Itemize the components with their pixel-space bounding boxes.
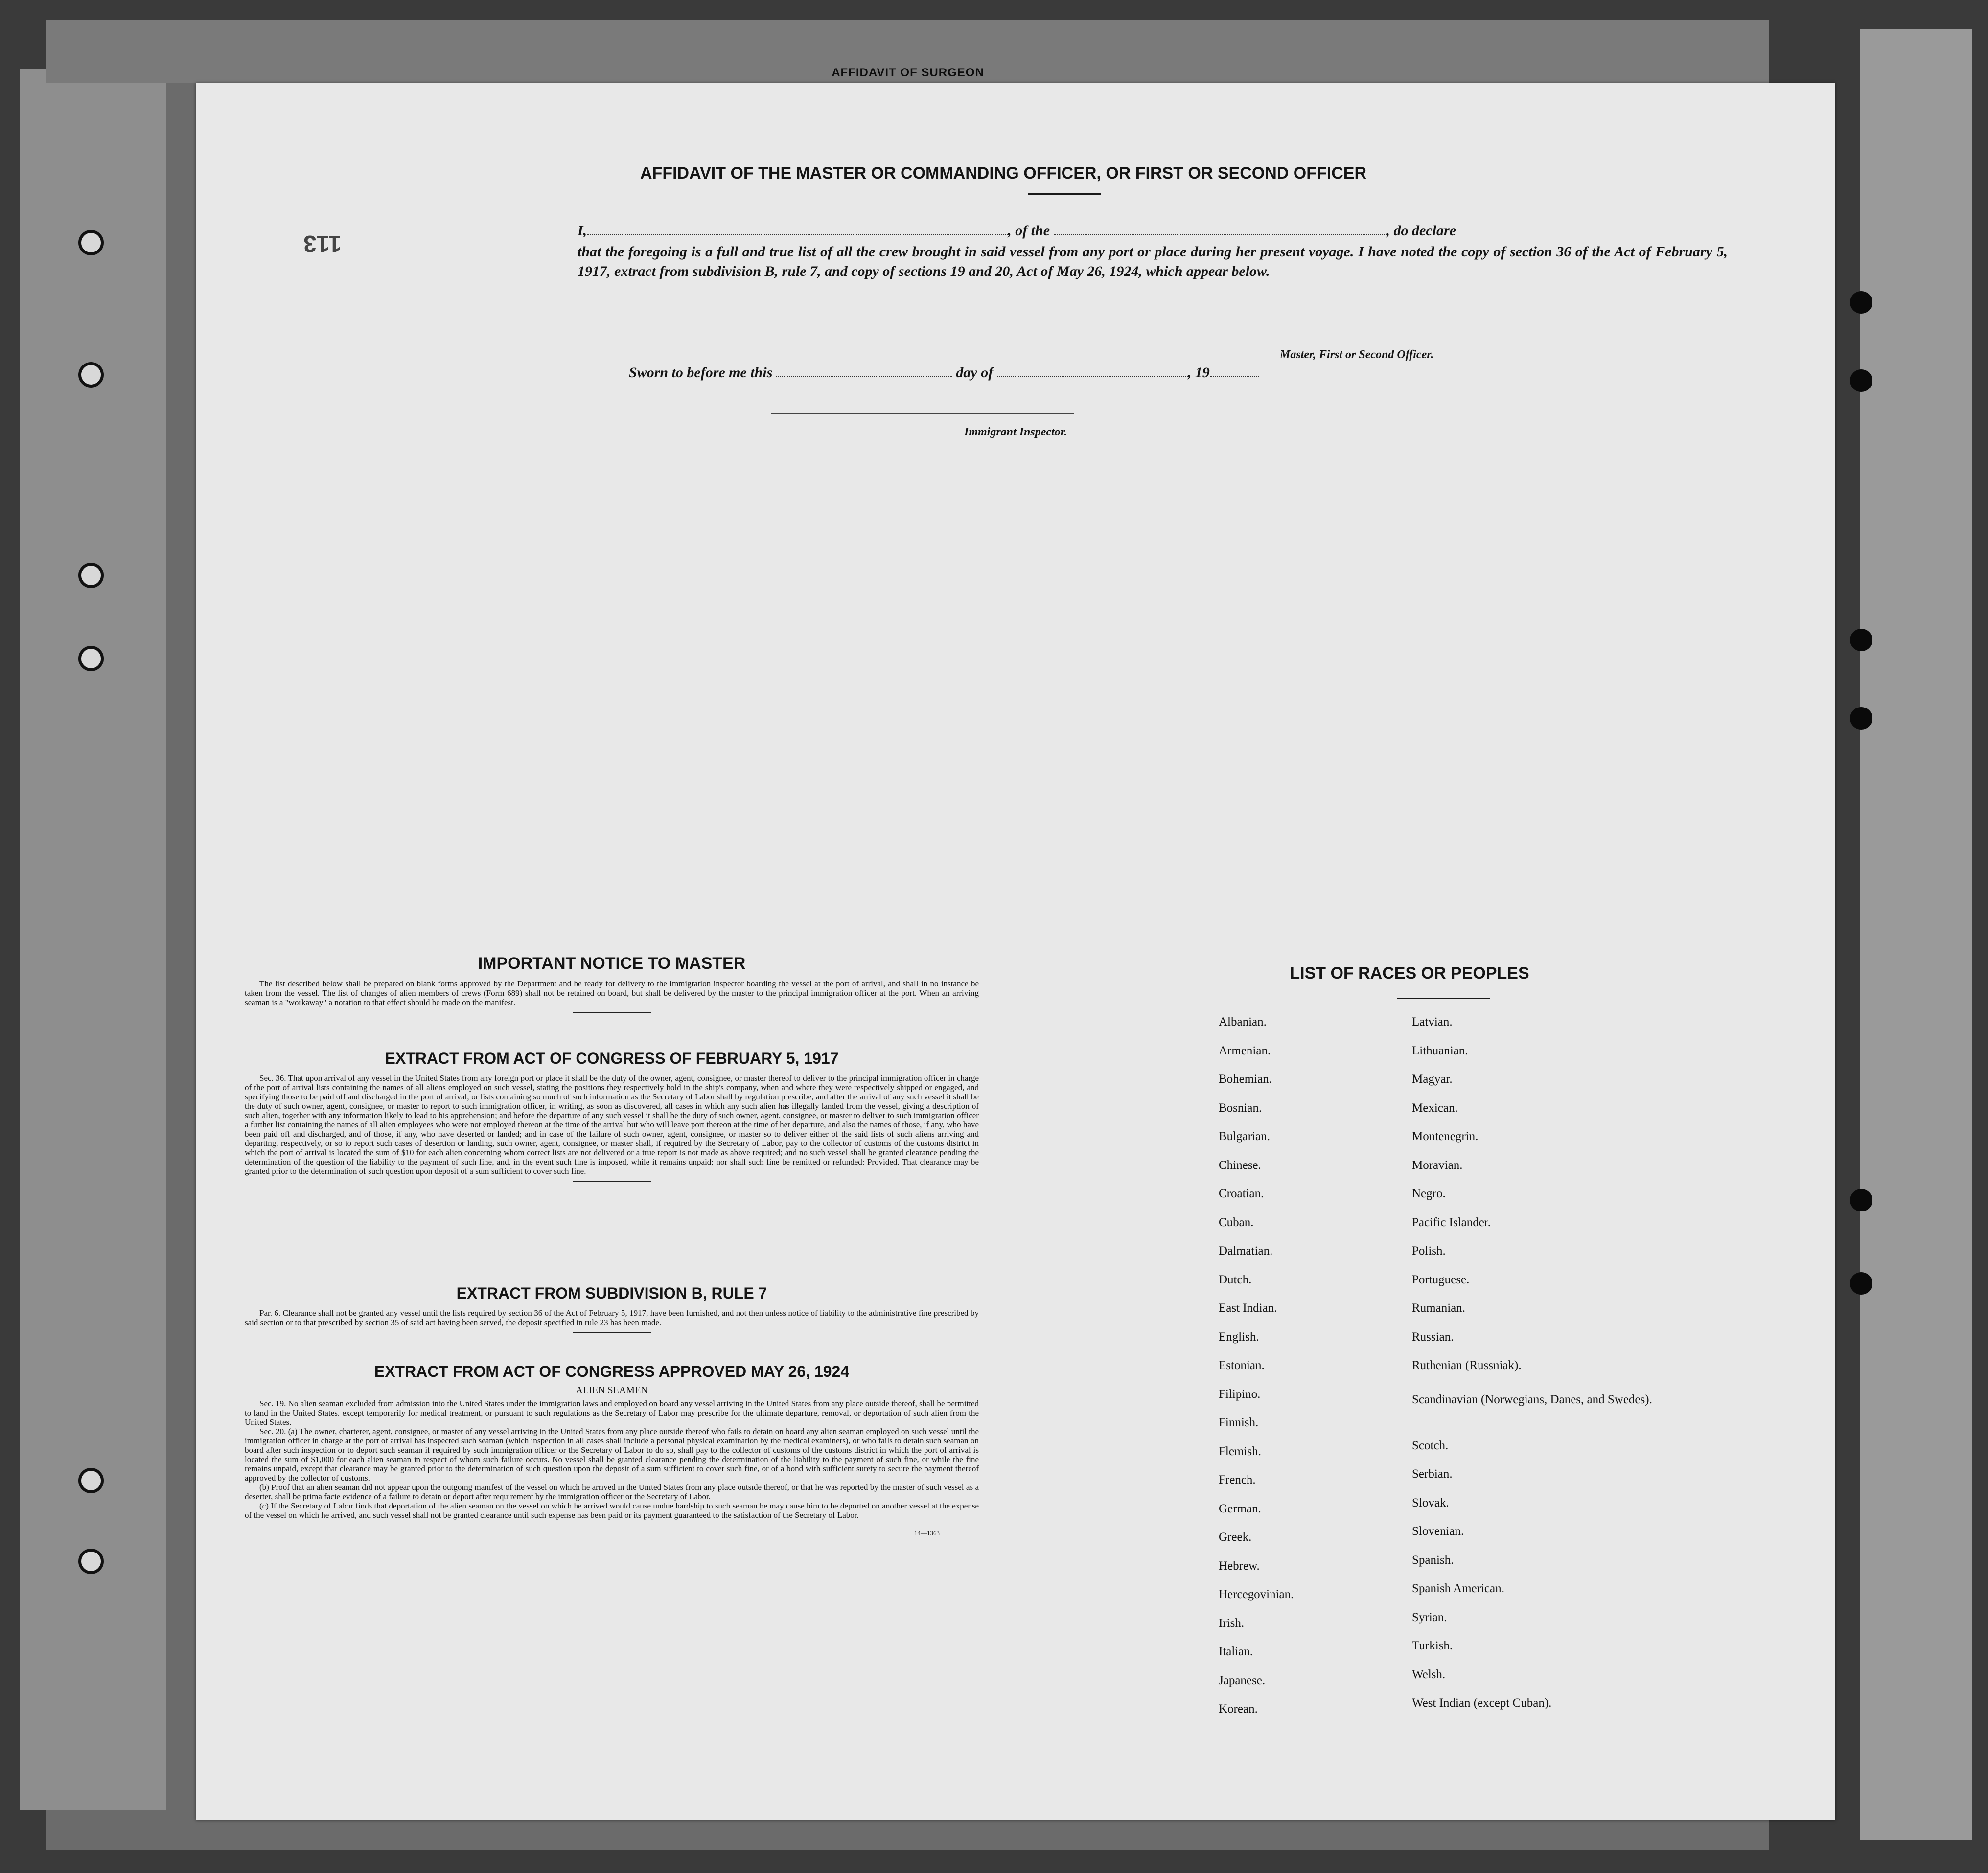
binder-hole-icon: [78, 646, 104, 671]
race-item: Hebrew.: [1219, 1559, 1260, 1573]
notice-title: IMPORTANT NOTICE TO MASTER: [478, 954, 746, 973]
race-item: Pacific Islander.: [1412, 1215, 1491, 1229]
race-item: Hercegovinian.: [1219, 1588, 1294, 1601]
declaration-start: I,: [578, 223, 587, 239]
race-item: Chinese.: [1219, 1158, 1261, 1172]
section-rule: [573, 1012, 651, 1013]
title-rule: [1028, 193, 1101, 195]
extract-1917-text: Sec. 36. That upon arrival of any vessel in the United States from any foreign port or place it shall be the duty of the owner, agent, consignee, or master thereof to deliver to the principal immigration officer in charge of the port of arrival lists containing the names of all aliens employed on such vessel, stating the positions they respectively hold in the ship's company, when and where they were respectively shipped or engaged, and specifying those to be paid off and discharged in the port of arrival; or lists containing so much of such information as the Secretary of Labor shall by regulation prescribe; and after the arrival of any such vessel it shall be the duty of such owner, agent, consignee, or master to report to such immigration officer, in writing, as soon as discovered, all cases in which any such alien has illegally landed from the vessel, giving a description of such alien, together with any information likely to lead to his apprehension; and before the departure of any such vessel it shall be the duty of such owner, agent, consignee, or master to deliver to such immigration officer a further list containing the names of all alien employees who were not employed thereon at the time of the arrival but who will leave port thereon at the time of her departure, and also the names of those, if any, who have been paid off and discharged, and of those, if any, who have deserted or landed; and in case of the failure of such owner, agent, consignee, or master so to deliver either of the said lists of such aliens arriving and departing, respectively, or so to report such cases of desertion or landing, such owner, agent, consignee, or master shall, if required by the Secretary of Labor, pay to the collector of customs of the customs district in which the port of arrival is located the sum of $10 for each alien concerning whom correct lists are not delivered or a true report is not made as above required; and no such vessel shall be granted clearance pending the determination of the question of the liability to the payment of such fine, and, in the event such fine is imposed, while it remains unpaid; nor shall such fine be remitted or refunded: Provided, That clearance may be granted prior to the determination of such question upon deposit of a sum sufficient to cover such fine.: [245, 1074, 979, 1176]
extract-1917-section: [245, 1050, 979, 1182]
race-item: Bohemian.: [1219, 1073, 1272, 1086]
binder-hole-icon: [78, 362, 104, 388]
section-rule: [573, 1332, 651, 1333]
sworn-year: , 19: [1187, 365, 1210, 381]
race-item: Russian.: [1412, 1330, 1454, 1344]
binder-hole-icon: [78, 1549, 104, 1574]
race-item: Lithuanian.: [1412, 1044, 1468, 1057]
binder-hole-icon: [78, 1468, 104, 1493]
affidavit-body: that the foregoing is a full and true list of all the crew brought in said vessel from any port or place during her present voyage. I have noted the copy of section 36 of the Act of February 5, 1917, extract from subdivision B, rule 7, and copy of sections 19 and 20, Act of May 26, 1924, which appear below.: [578, 244, 1728, 279]
sec-20b-text: (b) Proof that an alien seaman did not appear upon the outgoing manifest of the vessel on which he arrived in the United States from any place outside thereof, or that he was reported by the master of such vessel as a deserter, shall be prima facie evidence of a failure to detain or deport after requirement by the immigration officer or the Secretary of Labor.: [245, 1483, 979, 1501]
notice-section: [245, 954, 979, 1013]
races-rule: [1397, 998, 1490, 999]
underlying-sheet-title: AFFIDAVIT OF SURGEON: [832, 66, 984, 79]
affidavit-declaration: [578, 223, 1728, 239]
inspector-signature-line: [771, 413, 1074, 414]
punch-hole-icon: [1850, 369, 1872, 392]
sworn-start: Sworn to before me this: [629, 365, 773, 381]
binder-hole-icon: [78, 563, 104, 588]
race-item: Korean.: [1219, 1702, 1258, 1715]
race-item: Dalmatian.: [1219, 1244, 1273, 1257]
sec-19-text: Sec. 19. No alien seaman excluded from admission into the United States under the immigration laws and employed on board any vessel arriving in the United States from any place outside thereof, shall be permitted to land in the United States, except temporarily for medical treatment, or pursuant to such regulations as the Secretary of Labor may prescribe for the ultimate departure, removal, or deportation of such alien from the United States.: [245, 1399, 979, 1427]
race-item: Spanish.: [1412, 1553, 1454, 1567]
punch-hole-icon: [1850, 707, 1872, 730]
extract-1924-section: [245, 1363, 979, 1537]
extract-rule7-title: EXTRACT FROM SUBDIVISION B, RULE 7: [456, 1284, 767, 1302]
declaration-end: , do declare: [1386, 223, 1456, 239]
race-item: Turkish.: [1412, 1639, 1453, 1652]
race-item: Flemish.: [1219, 1444, 1261, 1458]
race-item: West Indian (except Cuban).: [1412, 1696, 1552, 1710]
race-item: English.: [1219, 1330, 1259, 1344]
race-item: Ruthenian (Russniak).: [1412, 1359, 1522, 1372]
race-item: Rumanian.: [1412, 1302, 1466, 1315]
race-item: Estonian.: [1219, 1359, 1265, 1372]
race-item: Albanian.: [1219, 1015, 1267, 1028]
race-item: Finnish.: [1219, 1416, 1259, 1429]
sworn-day-blank: [776, 376, 952, 377]
race-item: Croatian.: [1219, 1187, 1264, 1200]
stamp-number: 113: [303, 230, 342, 256]
name-blank: [587, 234, 1008, 235]
extract-1917-title: EXTRACT FROM ACT OF CONGRESS OF FEBRUARY 5, 1917: [385, 1050, 839, 1067]
extract-1924-subtitle: ALIEN SEAMEN: [576, 1385, 648, 1395]
race-item: Scandinavian (Norwegians, Danes, and Swedes).: [1412, 1393, 1652, 1406]
race-item: Italian.: [1219, 1645, 1253, 1658]
sec-20a-text: Sec. 20. (a) The owner, charterer, agent, consignee, or master of any vessel arriving in the United States from any place outside thereof who fails to detain on board any alien seaman employed on such vessel until the immigration officer in charge at the port of arrival has inspected such seaman (which inspection in all cases shall include a personal physical examination by the medical examiners), or who fails to detain such seaman on board after such inspection or to deport such seaman if required by such immigration officer or the Secretary of Labor to do so, shall pay to the collector of customs of the customs district in which the port of arrival is located the sum of $1,000 for each alien seaman in respect of whom such failure occurs. No vessel shall be granted clearance pending the determination of the liability to the payment of such fine, or while the fine remains unpaid, except that clearance may be granted prior to the determination of such question upon the deposit of a sum sufficient to cover such fine, or of a bond with sufficient surety to secure the payment thereof approved by the collector of customs.: [245, 1427, 979, 1483]
document-page: [196, 83, 1835, 1820]
form-number: 14—1363: [914, 1530, 940, 1537]
extract-rule7-section: [245, 1284, 979, 1333]
punch-hole-icon: [1850, 1272, 1872, 1295]
section-rule: [573, 1181, 651, 1182]
race-item: Bulgarian.: [1219, 1130, 1270, 1143]
race-item: German.: [1219, 1502, 1261, 1515]
race-item: Greek.: [1219, 1530, 1252, 1544]
race-item: Spanish American.: [1412, 1582, 1504, 1595]
race-item: Dutch.: [1219, 1273, 1252, 1286]
race-item: Filipino.: [1219, 1387, 1261, 1401]
inspector-signature-label: Immigrant Inspector.: [964, 426, 1067, 438]
race-item: Mexican.: [1412, 1101, 1458, 1115]
extract-rule7-text: Par. 6. Clearance shall not be granted any vessel until the lists required by section 36 of the Act of February 5, 1917, have been furnished, and not then unless notice of liability to the administrative fine prescribed by said section or to that prescribed by section 35 of said act having been served, the deposit specified in rule 23 has been made.: [245, 1308, 979, 1327]
sec-20c-text: (c) If the Secretary of Labor finds that deportation of the alien seaman on the vessel on which he arrived would cause undue hardship to such seaman he may cause him to be deported on another vessel at the expense of the vessel on which he arrived, and such vessel shall not be granted clearance until such expense has been paid or its payment guaranteed to the satisfaction of the Secretary of Labor.: [245, 1501, 979, 1520]
race-item: East Indian.: [1219, 1302, 1277, 1315]
sworn-line: [629, 365, 1259, 381]
race-item: Polish.: [1412, 1244, 1446, 1257]
sworn-year-blank: [1210, 376, 1259, 377]
race-item: Moravian.: [1412, 1158, 1463, 1172]
underlying-sheet-header: [46, 20, 1769, 83]
race-item: Montenegrin.: [1412, 1130, 1479, 1143]
race-item: Magyar.: [1412, 1073, 1453, 1086]
affidavit-title: AFFIDAVIT OF THE MASTER OR COMMANDING OFFICER, OR FIRST OR SECOND OFFICER: [640, 164, 1366, 183]
declaration-mid: , of the: [1008, 223, 1050, 239]
race-item: Syrian.: [1412, 1610, 1447, 1624]
extract-1924-title: EXTRACT FROM ACT OF CONGRESS APPROVED MAY 26, 1924: [374, 1363, 850, 1380]
vessel-blank: [1054, 234, 1387, 235]
race-item: Welsh.: [1412, 1667, 1446, 1681]
race-item: Serbian.: [1412, 1467, 1453, 1481]
master-signature-label: Master, First or Second Officer.: [1280, 348, 1434, 361]
race-item: Japanese.: [1219, 1673, 1266, 1687]
race-item: Scotch.: [1412, 1439, 1449, 1452]
punch-hole-icon: [1850, 1189, 1872, 1211]
races-left-column: [1219, 1015, 1405, 1731]
punch-hole-icon: [1850, 291, 1872, 314]
race-item: Bosnian.: [1219, 1101, 1262, 1115]
race-item: Irish.: [1219, 1616, 1245, 1630]
race-item: Armenian.: [1219, 1044, 1271, 1057]
races-right-column: [1412, 1015, 1666, 1725]
race-item: French.: [1219, 1473, 1256, 1486]
race-item: Cuban.: [1219, 1215, 1254, 1229]
sworn-mid: day of: [956, 365, 994, 381]
sworn-month-blank: [997, 376, 1188, 377]
race-item: Portuguese.: [1412, 1273, 1470, 1286]
notice-text: The list described below shall be prepared on blank forms approved by the Department and be ready for delivery to the immigration inspector boarding the vessel at the port of arrival, and shall in no instance be taken from the vessel. The list of changes of alien members of crews (Form 689) shall not be retained on board, but shall be delivered by the master to the principal immigration officer at the port. When an arriving seaman is a "workaway" a notation to that effect should be made on the manifest.: [245, 979, 979, 1007]
race-item: Slovak.: [1412, 1496, 1449, 1509]
background-sheet-right: [1860, 29, 1972, 1840]
races-title: LIST OF RACES OR PEOPLES: [1290, 964, 1529, 982]
race-item: Slovenian.: [1412, 1525, 1464, 1538]
punch-hole-icon: [1850, 629, 1872, 651]
binder-hole-icon: [78, 230, 104, 255]
race-item: Latvian.: [1412, 1015, 1453, 1028]
race-item: Negro.: [1412, 1187, 1446, 1200]
